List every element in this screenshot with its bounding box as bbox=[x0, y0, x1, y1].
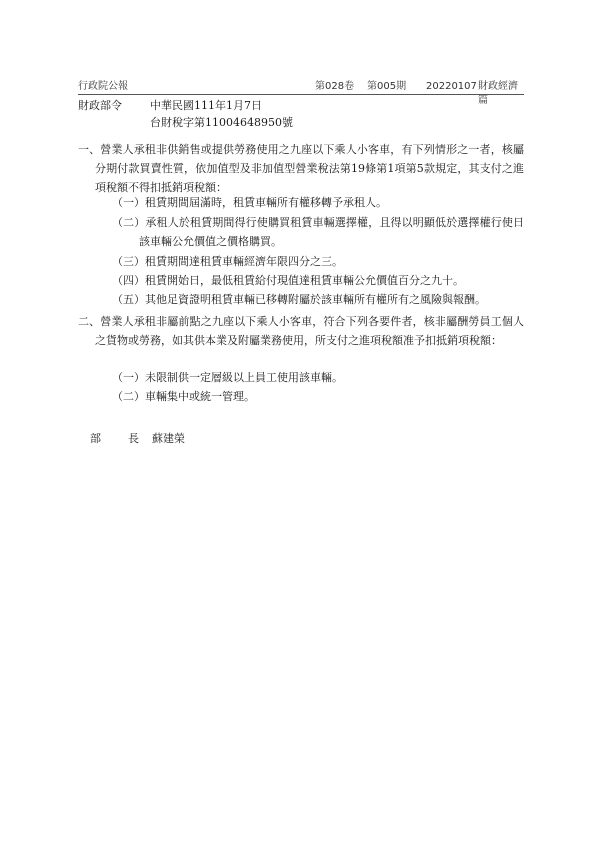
item-2-sub-2: （二）車輛集中或統一管理。 bbox=[112, 390, 255, 403]
item-1-sub-5: （五）其他足資證明租賃車輛已移轉附屬於該車輛所有權所有之風險與報酬。 bbox=[112, 293, 486, 306]
signature-title-1: 部 bbox=[90, 432, 101, 445]
signature-block bbox=[90, 429, 185, 448]
issue-date: 20220107 bbox=[426, 81, 477, 92]
item-1-sub-1: （一）租賃期間屆滿時，租賃車輛所有權移轉予承租人。 bbox=[112, 196, 387, 209]
volume-number: 第028卷 bbox=[315, 81, 355, 92]
order-date: 中華民國111年1月7日 bbox=[150, 99, 262, 112]
header-rule bbox=[78, 94, 524, 95]
ministry-order: 財政部令 bbox=[78, 99, 122, 112]
category: 財政經濟篇 bbox=[478, 81, 518, 106]
publication-name: 行政院公報 bbox=[78, 81, 128, 92]
signature-name: 蘇建榮 bbox=[152, 432, 185, 445]
item-1-sub-3: （三）租賃期間達租賃車輛經濟年限四分之三。 bbox=[112, 255, 343, 268]
item-1 bbox=[78, 140, 524, 197]
item-1-sub-2: （二）承租人於租賃期間得行使購買租賃車輛選擇權，且得以明顯低於選擇權行使日該車輛公允價值之價格購買。 bbox=[112, 216, 524, 248]
signature-title-2: 長 bbox=[128, 432, 139, 445]
item-2-sub-1: （一）未限制供一定層級以上員工使用該車輛。 bbox=[112, 371, 343, 384]
item-2-text: 二、營業人承租非屬前點之九座以下乘人小客車，符合下列各要件者，核非屬酬勞員工個人之貨物或勞務，如其供本業及附屬業務使用，所支付之進項稅額准予扣抵銷項稅額： bbox=[78, 315, 524, 347]
item-2 bbox=[78, 312, 524, 350]
order-number: 台財稅字第11004648950號 bbox=[150, 116, 293, 129]
item-1-sub-4: （四）租賃開始日，最低租賃給付現值達租賃車輛公允價值百分之九十。 bbox=[112, 274, 464, 287]
item-1-text: 一、營業人承租非供銷售或提供勞務使用之九座以下乘人小客車，有下列情形之一者，核屬分期付款買賣性質，依加值型及非加值型營業稅法第19條第1項第5款規定，其支付之進項稅額不得扣抵銷項稅額： bbox=[78, 143, 524, 194]
issue-number: 第005期 bbox=[367, 81, 407, 92]
